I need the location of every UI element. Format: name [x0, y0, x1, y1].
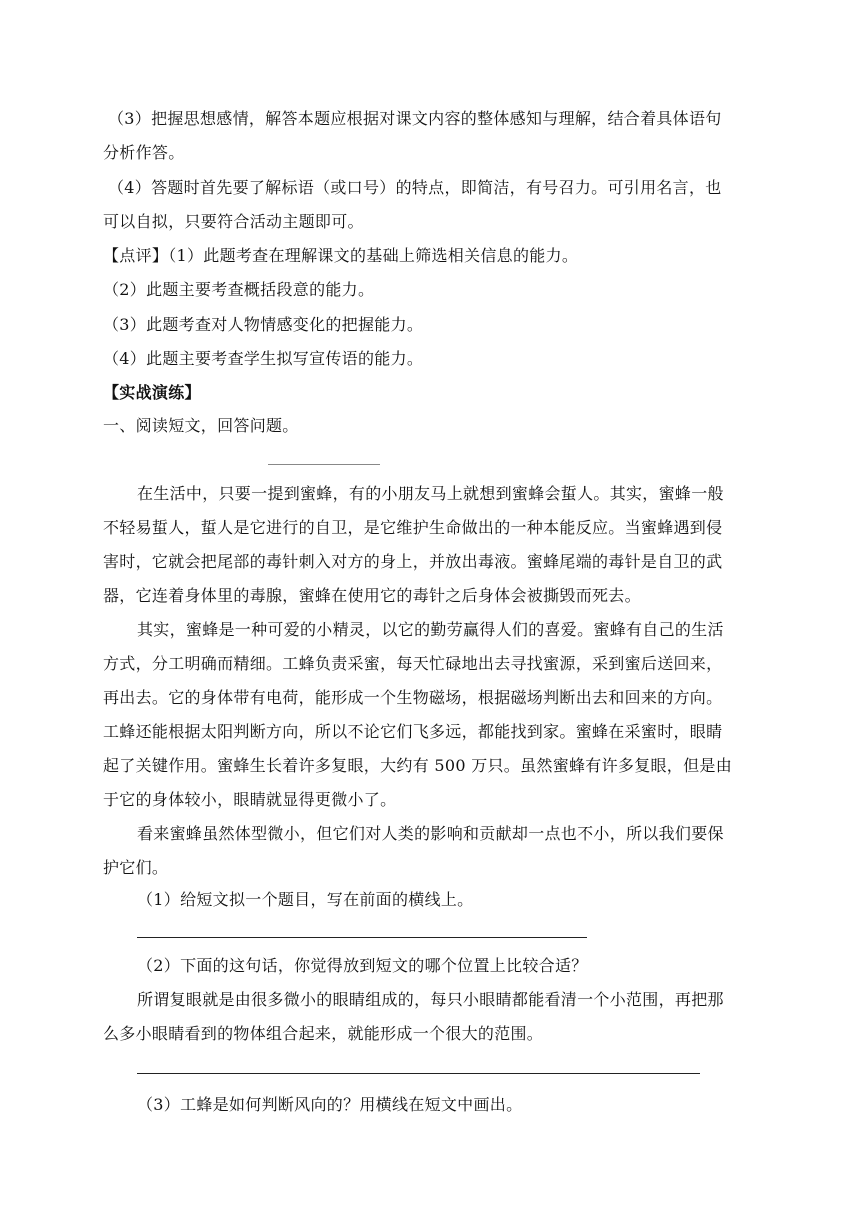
passage-p1-line1: 在生活中，只要一提到蜜蜂，有的小朋友马上就想到蜜蜂会蜇人。其实，蜜蜂一般: [137, 484, 724, 503]
practice-heading: 【实战演练】: [103, 383, 201, 402]
comment-item-4: （4）此题主要考查学生拟写宣传语的能力。: [103, 349, 424, 368]
passage-p2-line5: 起了关键作用。蜜蜂生长着许多复眼，大约有 500 万只。虽然蜜蜂有许多复眼，但是由: [103, 756, 733, 775]
comment-item-3: （3）此题考查对人物情感变化的把握能力。: [103, 315, 424, 334]
question-2: （2）下面的这句话，你觉得放到短文的哪个位置上比较合适？: [137, 956, 588, 975]
passage-p2-line2: 方式，分工明确而精细。工蜂负责采蜜，每天忙碌地出去寻找蜜源，采到蜜后送回来，: [103, 654, 723, 673]
analysis-q3-line2: 分析作答。: [103, 143, 185, 162]
question-2-quote-line2: 么多小眼睛看到的物体组合起来，就能形成一个很大的范围。: [103, 1024, 544, 1043]
question-3: （3）工蜂是如何判断风向的？用横线在短文中画出。: [137, 1095, 523, 1114]
analysis-q4-line1: （4）答题时首先要了解标语（或口号）的特点，即简洁，有号召力。可引用名言，也: [108, 178, 722, 197]
practice-instruction: 一、阅读短文，回答问题。: [103, 416, 299, 435]
passage-p2-line4: 工蜂还能根据太阳判断方向，所以不论它们飞多远，都能找到家。蜜蜂在采蜜时，眼睛: [103, 722, 723, 741]
analysis-q4-line2: 可以自拟，只要符合活动主题即可。: [103, 212, 364, 231]
answer-line-1[interactable]: [137, 937, 587, 938]
passage-p1-line4: 器，它连着身体里的毒腺，蜜蜂在使用它的毒针之后身体会被撕毁而死去。: [103, 586, 641, 605]
passage-p2-line1: 其实，蜜蜂是一种可爱的小精灵，以它的勤劳赢得人们的喜爱。蜜蜂有自己的生活: [137, 620, 724, 639]
passage-p1-line3: 害时，它就会把尾部的毒针刺入对方的身上，并放出毒液。蜜蜂尾端的毒针是自卫的武: [103, 552, 723, 571]
passage-p2-line3: 再出去。它的身体带有电荷，能形成一个生物磁场，根据磁场判断出去和回来的方向。: [103, 688, 723, 707]
comment-heading: 【点评】（1）此题考查在理解课文的基础上筛选相关信息的能力。: [103, 246, 579, 265]
passage-p1-line2: 不轻易蜇人，蜇人是它进行的自卫，是它维护生命做出的一种本能反应。当蜜蜂遇到侵: [103, 518, 723, 537]
question-1: （1）给短文拟一个题目，写在前面的横线上。: [137, 890, 474, 909]
analysis-q3-line1: （3）把握思想感情，解答本题应根据对课文内容的整体感知与理解，结合着具体语句: [108, 109, 722, 128]
title-blank-line[interactable]: [268, 464, 380, 465]
answer-line-2[interactable]: [137, 1073, 700, 1074]
question-2-quote-line1: 所谓复眼就是由很多微小的眼睛组成的，每只小眼睛都能看清一个小范围，再把那: [137, 990, 724, 1009]
passage-p3-line1: 看来蜜蜂虽然体型微小，但它们对人类的影响和贡献却一点也不小，所以我们要保: [137, 824, 724, 843]
comment-item-2: （2）此题主要考查概括段意的能力。: [103, 280, 375, 299]
passage-p3-line2: 护它们。: [103, 858, 169, 877]
passage-p2-line6: 于它的身体较小，眼睛就显得更微小了。: [103, 790, 397, 809]
